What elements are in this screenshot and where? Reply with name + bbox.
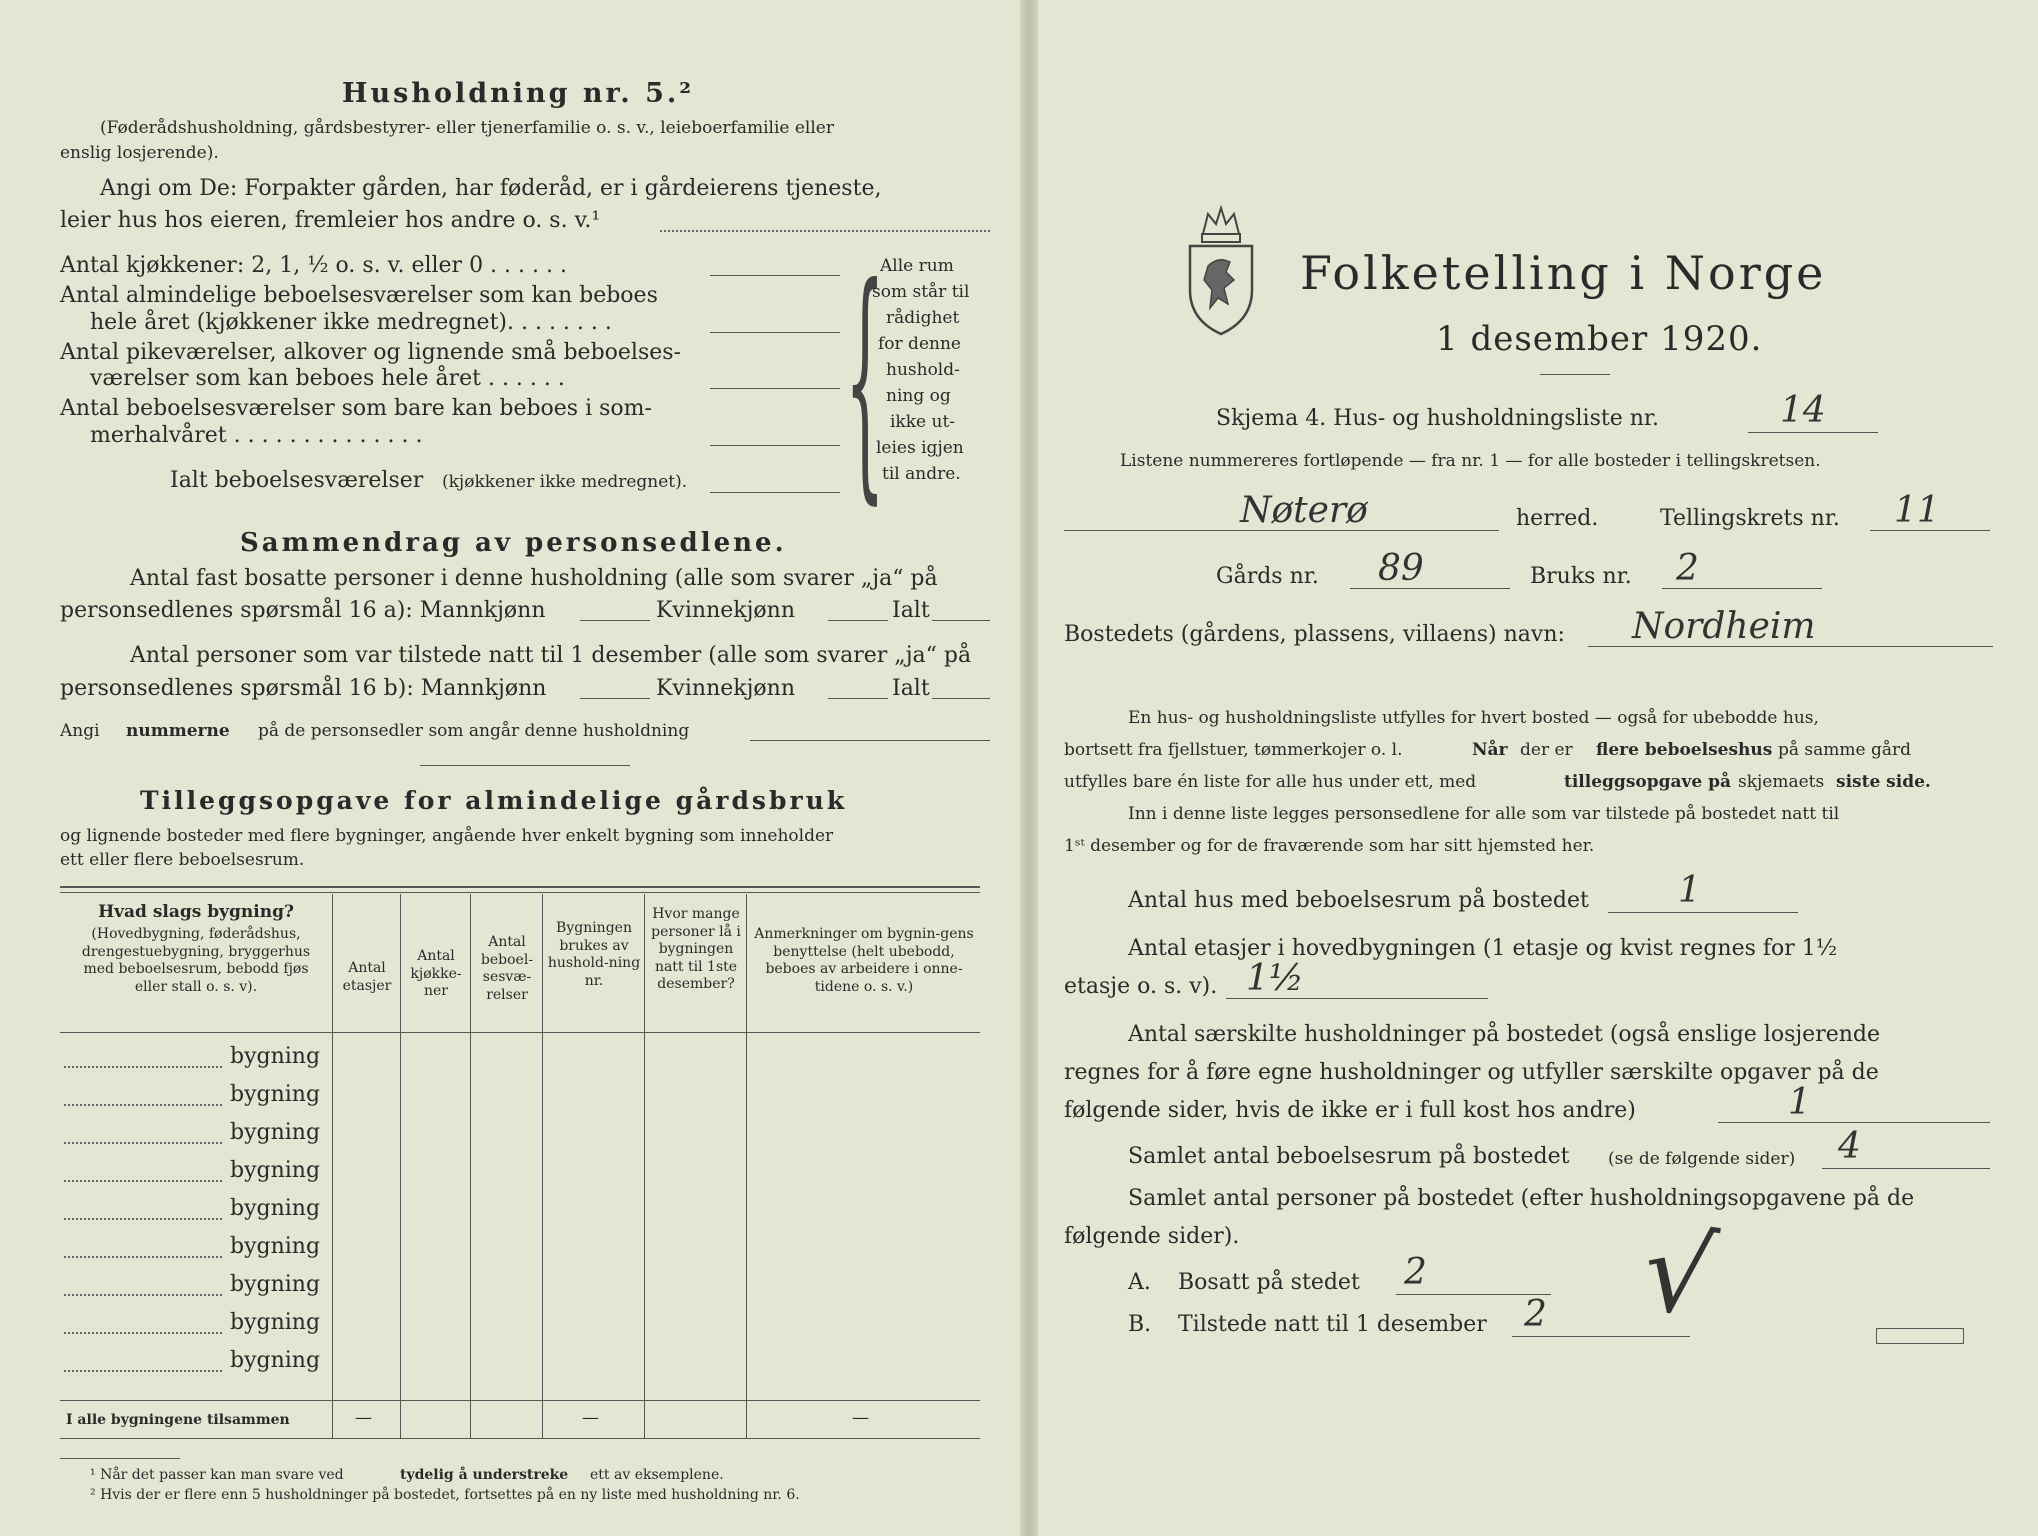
para1-line3a: utfylles bare én liste for alle hus under ett, med bbox=[1064, 772, 1477, 792]
tellingskrets-label: Tellingskrets nr. bbox=[1660, 506, 1840, 531]
b-text: Tilstede natt til 1 desember bbox=[1178, 1312, 1487, 1337]
col4-header: Antal beboel-sesvæ-relser bbox=[480, 934, 534, 1003]
table-top-rule-2 bbox=[60, 892, 980, 893]
tilst-kvinne-label: Kvinnekjønn bbox=[656, 676, 795, 701]
b-value: 2 bbox=[1524, 1294, 1547, 1335]
summary-title: Sammendrag av personsedlene. bbox=[240, 528, 787, 558]
tellingskrets-value: 11 bbox=[1894, 490, 1940, 531]
bruks-value: 2 bbox=[1676, 548, 1699, 589]
rum-label: Samlet antal beboelsesrum på bostedet bbox=[1128, 1144, 1570, 1169]
printer-stamp bbox=[1876, 1328, 1964, 1344]
coat-of-arms-icon bbox=[1178, 200, 1264, 340]
brace-note-line: for denne bbox=[878, 334, 961, 354]
pers-line2: følgende sider). bbox=[1064, 1224, 1240, 1249]
alm-line-1: Antal almindelige beboelsesværelser som kan beboes bbox=[60, 283, 658, 308]
alm-line-2: hele året (kjøkkener ikke medregnet). . . . . . . . bbox=[90, 310, 612, 335]
building-row-label: bygning bbox=[230, 1082, 321, 1107]
alm-field bbox=[710, 332, 840, 333]
tilst-ialt-field bbox=[932, 698, 990, 699]
brace-note-line: hushold- bbox=[886, 360, 960, 380]
tilst-ialt-label: Ialt bbox=[892, 676, 930, 701]
col2-header: Antal etasjer bbox=[342, 960, 392, 994]
check-mark: √ bbox=[1635, 1205, 1723, 1343]
skjema-label: Skjema 4. Hus- og husholdningsliste nr. bbox=[1216, 406, 1659, 431]
footnote-1a: ¹ Når det passer kan man svare ved bbox=[90, 1467, 344, 1483]
col-divider bbox=[542, 894, 543, 1438]
tilst-kvinne-field bbox=[828, 698, 888, 699]
brace-glyph: { bbox=[845, 234, 885, 525]
building-row-label: bygning bbox=[230, 1348, 321, 1373]
brace-note-line: som står til bbox=[872, 282, 970, 302]
bruks-label: Bruks nr. bbox=[1530, 564, 1632, 589]
brace-note-line: til andre. bbox=[882, 464, 961, 484]
rum-value: 4 bbox=[1838, 1126, 1861, 1167]
a-value: 2 bbox=[1404, 1252, 1427, 1293]
kjokkener-label: Antal kjøkkener: 2, 1, ½ o. s. v. eller 0 . . . . . . bbox=[60, 253, 567, 278]
etasjer-line2: etasje o. s. v). bbox=[1064, 974, 1218, 999]
hus-value: 1 bbox=[1678, 870, 1701, 911]
angi-answer-line bbox=[660, 230, 990, 232]
para1-line2b: Når bbox=[1472, 740, 1508, 760]
left-page bbox=[60, 60, 990, 1503]
saer-line3: følgende sider, hvis de ikke er i full kost hos andre) bbox=[1064, 1098, 1636, 1123]
etasjer-line1: Antal etasjer i hovedbygningen (1 etasje og kvist regnes for 1½ bbox=[1128, 936, 1838, 961]
row-dotline bbox=[64, 1180, 222, 1182]
footnote-2: ² Hvis der er flere enn 5 husholdninger på bostedet, fortsettes på en ny liste med husholdning nr. 6. bbox=[90, 1487, 800, 1503]
a-text: Bosatt på stedet bbox=[1178, 1270, 1360, 1295]
col3-header: Antal kjøkke-ner bbox=[410, 948, 462, 999]
rum-field bbox=[1822, 1168, 1990, 1169]
col5-header: Bygningen brukes av hushold-ning nr. bbox=[547, 920, 641, 989]
table-top-rule bbox=[60, 886, 980, 888]
col7-header: Anmerkninger om bygnin-gens benyttelse (helt ubebodd, beboes av arbeidere i onne-tidene o. s. v.) bbox=[754, 926, 974, 995]
saer-line1: Antal særskilte husholdninger på bostedet (også enslige losjerende bbox=[1128, 1022, 1881, 1047]
row-dotline bbox=[64, 1256, 222, 1258]
building-row-label: bygning bbox=[230, 1044, 321, 1069]
pike-line-2: værelser som kan beboes hele året . . . . . . bbox=[90, 366, 565, 391]
kjokkener-field bbox=[710, 275, 840, 276]
row-dotline bbox=[64, 1104, 222, 1106]
tillegg-line-1: og lignende bosteder med flere bygninger, angående hver enkelt bygning som inneholder bbox=[60, 826, 834, 846]
saer-line2: regnes for å føre egne husholdninger og utfyller særskilte opgaver på de bbox=[1064, 1060, 1879, 1085]
fast-mann-field bbox=[580, 620, 650, 621]
total-dash: — bbox=[852, 1408, 869, 1428]
col-divider bbox=[332, 894, 333, 1438]
brace-note-line: rådighet bbox=[886, 308, 960, 328]
col1-sub: (Hovedbygning, føderådshus, drengestuebygning, bryggerhus med beboelsesrum, bebodd fjøs eller stall o. s. v). bbox=[81, 926, 311, 995]
col-divider bbox=[470, 894, 471, 1438]
bosted-value: Nordheim bbox=[1632, 606, 1816, 647]
saer-field bbox=[1718, 1122, 1990, 1123]
tillegg-title: Tilleggsopgave for almindelige gårdsbruk bbox=[140, 786, 848, 815]
col-divider bbox=[400, 894, 401, 1438]
angi-line-1: Angi om De: Forpakter gården, har føderåd, er i gårdeierens tjeneste, bbox=[100, 176, 882, 201]
total-dash: — bbox=[355, 1408, 372, 1428]
brace-note-line: ning og bbox=[886, 386, 951, 406]
skjema-value: 14 bbox=[1780, 390, 1826, 431]
angi-num-c: på de personsedler som angår denne husholdning bbox=[258, 721, 690, 741]
pers-line1: Samlet antal personer på bostedet (efter husholdningsopgavene på de bbox=[1128, 1186, 1915, 1211]
table-bottom-rule bbox=[60, 1438, 980, 1439]
building-row-label: bygning bbox=[230, 1234, 321, 1259]
row-dotline bbox=[64, 1142, 222, 1144]
pike-line-1: Antal pikeværelser, alkover og lignende små beboelses- bbox=[60, 340, 681, 365]
hus-field bbox=[1608, 912, 1798, 913]
section-divider bbox=[420, 765, 630, 766]
table-total-rule-top bbox=[60, 1400, 980, 1401]
tilst-line-1: Antal personer som var tilstede natt til 1 desember (alle som svarer „ja“ på bbox=[130, 643, 972, 668]
footnote-1b: tydelig å understreke bbox=[400, 1467, 569, 1483]
building-row-label: bygning bbox=[230, 1310, 321, 1335]
building-row-label: bygning bbox=[230, 1120, 321, 1145]
row-dotline bbox=[64, 1332, 222, 1334]
brace-note-line: Alle rum bbox=[880, 256, 954, 276]
para1-line2a: bortsett fra fjellstuer, tømmerkojer o. l. bbox=[1064, 740, 1403, 760]
col1-title: Hvad slags bygning? bbox=[98, 902, 294, 922]
fast-kvinne-label: Kvinnekjønn bbox=[656, 598, 795, 623]
row-dotline bbox=[64, 1370, 222, 1372]
fast-ialt-label: Ialt bbox=[892, 598, 930, 623]
total-label: I alle bygningene tilsammen bbox=[66, 1412, 290, 1428]
title-rule bbox=[1540, 374, 1610, 375]
herred-label: herred. bbox=[1516, 506, 1599, 531]
sommer-field bbox=[710, 445, 840, 446]
census-title: Folketelling i Norge bbox=[1300, 246, 1827, 300]
col-divider bbox=[644, 894, 645, 1438]
b-label: B. bbox=[1128, 1312, 1152, 1337]
a-label: A. bbox=[1128, 1270, 1151, 1295]
ialt-label: Ialt beboelsesværelser bbox=[170, 468, 424, 493]
para1-line1: En hus- og husholdningsliste utfylles for hvert bosted — også for ubebodde hus, bbox=[1128, 708, 1819, 728]
para2-line1: Inn i denne liste legges personsedlene for alle som var tilstede på bostedet natt til bbox=[1128, 804, 1840, 824]
intro-line-1: (Føderådshusholdning, gårdsbestyrer- eller tjenerfamilie o. s. v., leieboerfamilie eller bbox=[100, 118, 834, 138]
angi-num-a: Angi bbox=[60, 721, 100, 741]
gards-label: Gårds nr. bbox=[1216, 564, 1319, 589]
fast-line-2: personsedlenes spørsmål 16 a): Mannkjønn bbox=[60, 598, 546, 623]
census-date: 1 desember 1920. bbox=[1436, 319, 1763, 359]
pike-field bbox=[710, 388, 840, 389]
right-page bbox=[1048, 60, 1998, 1500]
row-dotline bbox=[64, 1066, 222, 1068]
intro-line-2: enslig losjerende). bbox=[60, 143, 219, 163]
footnote-rule bbox=[60, 1458, 180, 1459]
para1-line2d: flere beboelseshus bbox=[1596, 740, 1773, 760]
building-row-label: bygning bbox=[230, 1196, 321, 1221]
col6-header: Hvor mange personer lå i bygningen natt til 1ste desember? bbox=[651, 906, 741, 992]
tilst-line-2: personsedlenes spørsmål 16 b): Mannkjønn bbox=[60, 676, 547, 701]
herred-value: Nøterø bbox=[1240, 490, 1368, 531]
saer-value: 1 bbox=[1788, 1082, 1811, 1123]
ialt-note: (kjøkkener ikke medregnet). bbox=[442, 472, 688, 492]
building-row-label: bygning bbox=[230, 1158, 321, 1183]
hus-label: Antal hus med beboelsesrum på bostedet bbox=[1128, 888, 1589, 913]
gards-value: 89 bbox=[1378, 548, 1424, 589]
etasjer-value: 1½ bbox=[1246, 958, 1304, 999]
para1-line2c: der er bbox=[1520, 740, 1573, 760]
rum-note: (se de følgende sider) bbox=[1608, 1149, 1796, 1169]
angi-num-b: nummerne bbox=[126, 721, 230, 741]
tillegg-line-2: ett eller flere beboelsesrum. bbox=[60, 850, 305, 870]
fast-line-1: Antal fast bosatte personer i denne husholdning (alle som svarer „ja“ på bbox=[130, 566, 938, 591]
brace-note-line: leies igjen bbox=[876, 438, 964, 458]
tilst-mann-field bbox=[580, 698, 650, 699]
row-dotline bbox=[64, 1218, 222, 1220]
col-divider bbox=[746, 894, 747, 1438]
angi-line-2: leier hus hos eieren, fremleier hos andre o. s. v.¹ bbox=[60, 208, 601, 233]
household-title: Husholdning nr. 5.² bbox=[342, 78, 695, 109]
brace-note-line: ikke ut- bbox=[890, 412, 956, 432]
table-header-rule bbox=[60, 1032, 980, 1033]
total-dash: — bbox=[582, 1408, 599, 1428]
para2-line2: 1ˢᵗ desember og for de fraværende som har sitt hjemsted her. bbox=[1064, 836, 1595, 856]
gards-field bbox=[1350, 588, 1510, 589]
row-dotline bbox=[64, 1294, 222, 1296]
para1-line3c: skjemaets bbox=[1738, 772, 1825, 792]
bosted-label: Bostedets (gårdens, plassens, villaens) navn: bbox=[1064, 622, 1565, 647]
angi-num-field bbox=[750, 740, 990, 741]
ialt-field bbox=[710, 492, 840, 493]
para1-line3b: tilleggsopgave på bbox=[1564, 772, 1732, 792]
sommer-line-2: merhalvåret . . . . . . . . . . . . . . bbox=[90, 423, 423, 448]
para1-line3d: siste side. bbox=[1836, 772, 1931, 792]
footnote-1c: ett av eksemplene. bbox=[590, 1467, 724, 1483]
page-fold bbox=[1020, 0, 1038, 1536]
fast-ialt-field bbox=[932, 620, 990, 621]
sommer-line-1: Antal beboelsesværelser som bare kan beboes i som- bbox=[60, 396, 652, 421]
para1-line2e: på samme gård bbox=[1778, 740, 1912, 760]
listene-note: Listene nummereres fortløpende — fra nr. 1 — for alle bosteder i tellingskretsen. bbox=[1120, 451, 1821, 471]
fast-kvinne-field bbox=[828, 620, 888, 621]
skjema-field bbox=[1748, 432, 1878, 433]
building-row-label: bygning bbox=[230, 1272, 321, 1297]
